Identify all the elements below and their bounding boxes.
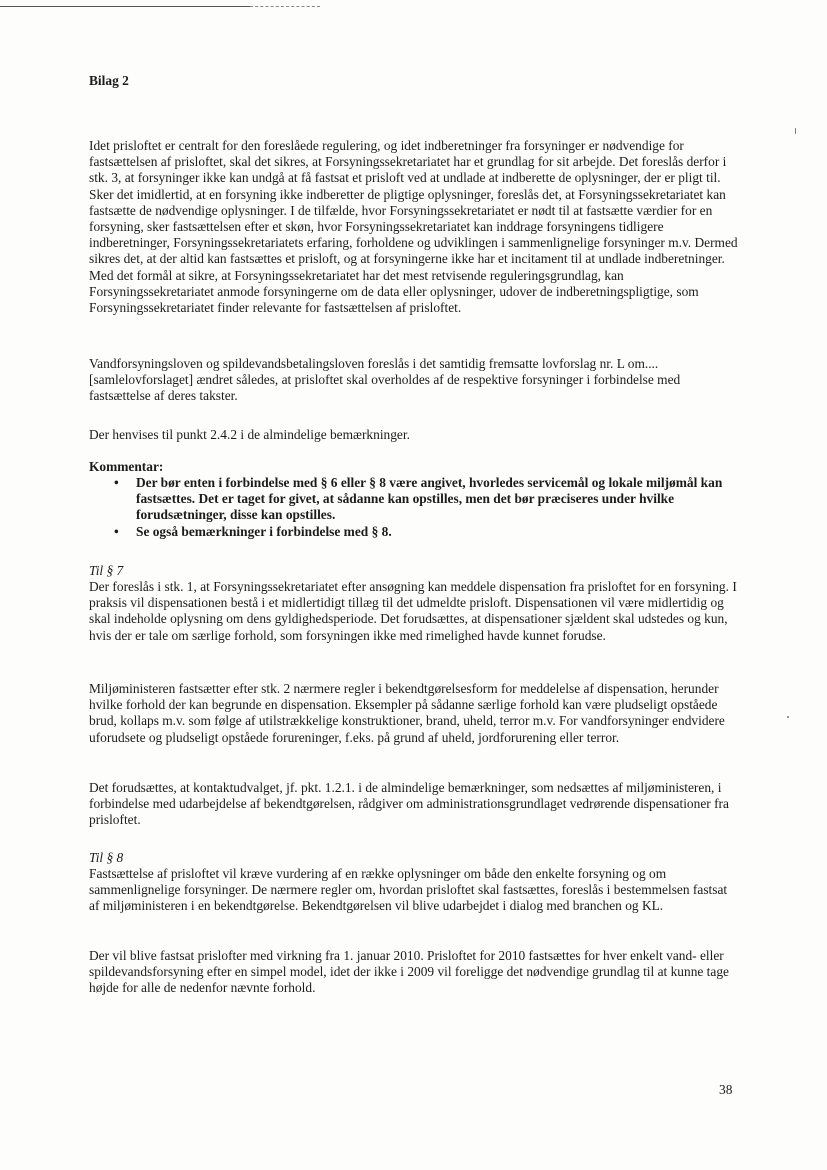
scan-speck xyxy=(787,716,789,718)
page-number: 38 xyxy=(719,1082,733,1097)
paragraph-til7-2: Miljøministeren fastsætter efter stk. 2 nærmere regler i bekendtgørelsesform for meddelelse af dispensation, herunder hvilke forhold der kan begrunde en dispensation. Eksempler på sådanne særlige forhold kan være pludseligt opståede brud, kollaps m.v. som følge af utilstrækkelige konstruktioner, brand, uheld, terror m.v. For vandforsyninger endvidere uforudsete og pludseligt opståede forureninger, f.eks. på grund af uheld, jordforurening eller terror. xyxy=(89,681,725,745)
paragraph-til7-1: Der foreslås i stk. 1, at Forsyningssekretariatet efter ansøgning kan meddele dispensation fra prisloftet for en forsyning. I praksis vil dispensationen bestå i et midlertidigt tillæg til det udmeldte prisloft. Dispensationen vil være midlertidig og skal indeholde oplysning om dens gyldighedsperiode. Det forudsættes, at dispensationer sjældent skal udstedes og kun, hvis der er tale om særlige forhold, som forsyningen ikke med rimelighed havde kunnet forudse. xyxy=(89,579,737,643)
scan-speck xyxy=(795,128,796,134)
section-heading-8: Til § 8 xyxy=(89,850,124,865)
paragraph-til8-1: Fastsættelse af prisloftet vil kræve vurdering af en række oplysninger om både den enkelte forsyning og om sammenlignelige forsyninger. De nærmere regler om, hvordan prisloftet skal fastsættes, foreslås i bestemmelsen fastsat af miljøministeren i en bekendtgørelse. Bekendtgørelsen vil blive udarbejdet i dialog med branchen og KL. xyxy=(89,866,728,914)
paragraph-til7-3: Det forudsættes, at kontaktudvalget, jf. pkt. 1.2.1. i de almindelige bemærkninger, som nedsættes af miljøministeren, i forbindelse med udarbejdelse af bekendtgørelsen, rådgiver om administrationsgrundlaget vedrørende dispensationer fra prisloftet. xyxy=(89,780,729,828)
paragraph-lovforslag: Vandforsyningsloven og spildevandsbetalingsloven foreslås i det samtidig fremsatte lovforslag nr. L om....[samlelovforslaget] ændret således, at prisloftet skal overholdes af de respektive forsyninger i forbindelse med fastsættelse af deres takster. xyxy=(89,356,681,404)
paragraph-intro: Idet prisloftet er centralt for den foreslåede regulering, og idet indberetninger fra forsyninger er nødvendige for fastsættelsen af prisloftet, skal det sikres, at Forsyningssekretariatet har et grundlag for sit arbejde. Det foreslås derfor i stk. 3, at forsyninger ikke kan undgå at få fastsat et prisloft ved at undlade at indberette de oplysninger, der er pligt til. Sker det imidlertid, at en forsyning ikke indberetter de pligtige oplysninger, foreslås det, at Forsyningssekretariatet kan fastsætte de nødvendige oplysninger. I de tilfælde, hvor Forsyningssekretariatet er nødt til at fastsætte værdier for en forsyning, sker fastsættelsen efter et skøn, hvor Forsyningssekretariatet kan inddrage forsyningens tidligere indberetninger, Forsyningssekretariatets erfaring, forholdene og udviklingen i sammenlignelige forsyninger m.v. Dermed sikres det, at der altid kan fastsættes et prisloft, og at forsyningerne ikke har et incitament til at undlade indberetninger. Med det formål at sikre, at Forsyningssekretariatet har det mest retvisende reguleringsgrundlag, kan Forsyningssekretariatet anmode forsyningerne om de data eller oplysninger, udover de indberetningspligtige, som Forsyningssekretariatet finder relevante for fastsættelsen af prisloftet. xyxy=(89,138,738,316)
paragraph-henvisning: Der henvises til punkt 2.4.2 i de almindelige bemærkninger. xyxy=(89,427,410,442)
scan-edge-dash xyxy=(250,6,320,8)
kommentar-bullet: • Der bør enten i forbindelse med § 6 eller § 8 være angivet, hvorledes servicemål og lokale miljømål kan fastsættes. Det er taget for givet, at sådanne kan opstilles, men det bør præciseres under hvilke forudsætninger, disse kan opstilles. xyxy=(89,475,739,524)
kommentar-list xyxy=(89,475,739,540)
kommentar-label: Kommentar: xyxy=(89,459,164,474)
kommentar-bullet: • Se også bemærkninger i forbindelse med § 8. xyxy=(89,524,739,540)
scan-edge-line xyxy=(0,6,250,7)
page-heading: Bilag 2 xyxy=(89,73,129,88)
section-heading-7: Til § 7 xyxy=(89,563,124,578)
paragraph-til8-2: Der vil blive fastsat prislofter med virkning fra 1. januar 2010. Prisloftet for 2010 fastsættes for hver enkelt vand- eller spildevandsforsyning efter en simpel model, idet der ikke i 2009 vil foreligge det nødvendige grundlag til at kunne tage højde for alle de nedenfor nævnte forhold. xyxy=(89,948,729,996)
